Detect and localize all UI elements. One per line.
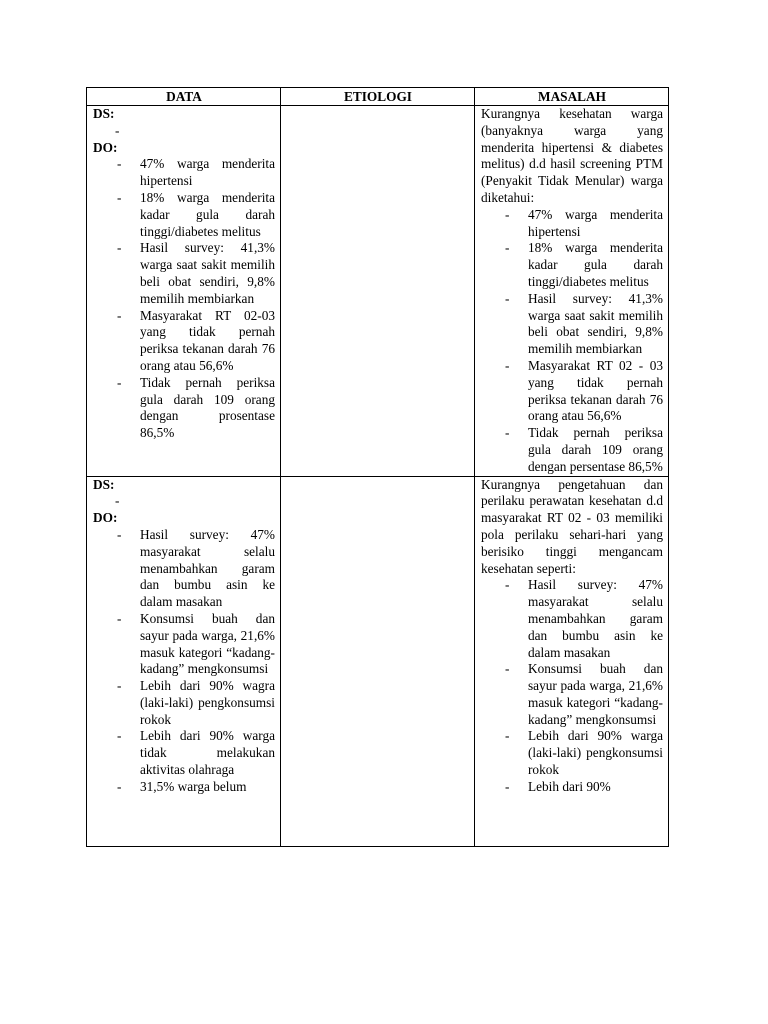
cell-clip <box>287 477 469 846</box>
etiologi-cell <box>281 476 475 846</box>
ds-dash: - <box>115 493 120 509</box>
masalah-cell <box>475 106 669 477</box>
list-item: - Lebih dari 90% wagra (laki-laki) pengkonsumsi rokok <box>93 678 275 728</box>
nursing-analysis-table <box>86 87 669 847</box>
ds-dash: - <box>115 122 120 138</box>
data-cell <box>87 476 281 846</box>
masalah-intro: Kurangnya kesehatan warga (banyaknya warga yang menderita hipertensi & diabetes melitus) d.d hasil screening PTM (Penyakit Tidak Menular) warga diketahui: <box>481 106 663 205</box>
list-item: - 18% warga menderita kadar gula darah tinggi/diabetes melitus <box>481 240 663 290</box>
masalah-cell <box>475 476 669 846</box>
list-item: - Lebih dari 90% <box>481 779 663 796</box>
list-item: - Masyarakat RT 02-03 yang tidak pernah periksa tekanan darah 76 orang atau 56,6% <box>93 308 275 375</box>
masalah-intro: Kurangnya pengetahuan dan perilaku perawatan kesehatan d.d masyarakat RT 02 - 03 memiliki pola perilaku sehari-hari yang berisiko tinggi mengancam kesehatan seperti: <box>481 476 663 576</box>
header-etiologi: ETIOLOGI <box>281 88 475 106</box>
list-item: - Lebih dari 90% warga tidak melakukan aktivitas olahraga <box>93 728 275 778</box>
list-item: - Masyarakat RT 02 - 03 yang tidak pernah periksa tekanan darah 76 orang atau 56,6% <box>481 358 663 425</box>
list-item: - Hasil survey: 41,3% warga saat sakit memilih beli obat sendiri, 9,8% memilih membiarkan <box>93 240 275 307</box>
list-item: - Hasil survey: 47% masyarakat selalu menambahkan garam dan bumbu asin ke dalam masakan <box>93 527 275 611</box>
data-list <box>93 527 275 796</box>
masalah-list <box>481 577 663 795</box>
list-item: - Lebih dari 90% warga (laki-laki) pengkonsumsi rokok <box>481 728 663 778</box>
list-item: - Hasil survey: 47% masyarakat selalu menambahkan garam dan bumbu asin ke dalam masakan <box>481 577 663 661</box>
ds-label: DS: <box>93 106 115 121</box>
list-item: - 47% warga menderita hipertensi <box>481 207 663 241</box>
list-item: - Tidak pernah periksa gula darah 109 orang dengan prosentase 86,5% <box>93 375 275 442</box>
do-label: DO: <box>93 139 118 155</box>
list-item: - Konsumsi buah dan sayur pada warga, 21,6% masuk kategori “kadang-kadang” mengkonsumsi <box>481 661 663 728</box>
list-item: - 18% warga menderita kadar gula darah tinggi/diabetes melitus <box>93 190 275 240</box>
header-masalah: MASALAH <box>475 88 669 106</box>
list-item: - Tidak pernah periksa gula darah 109 orang dengan persentase 86,5% <box>481 425 663 475</box>
table-header-row <box>87 88 669 106</box>
list-item: - Konsumsi buah dan sayur pada warga, 21,6% masuk kategori “kadang-kadang” mengkonsumsi <box>93 611 275 678</box>
table-row <box>87 106 669 477</box>
header-data: DATA <box>87 88 281 106</box>
do-label: DO: <box>93 510 118 526</box>
etiologi-cell <box>281 106 475 477</box>
data-list <box>93 156 275 442</box>
data-cell <box>87 106 281 477</box>
ds-label: DS: <box>93 476 115 492</box>
list-item: - 47% warga menderita hipertensi <box>93 156 275 190</box>
cell-clip <box>481 477 663 846</box>
table-row <box>87 476 669 846</box>
list-item: - 31,5% warga belum <box>93 779 275 796</box>
masalah-list <box>481 207 663 476</box>
list-item: - Hasil survey: 41,3% warga saat sakit memilih beli obat sendiri, 9,8% memilih membiarkan <box>481 291 663 358</box>
cell-clip <box>93 477 275 846</box>
